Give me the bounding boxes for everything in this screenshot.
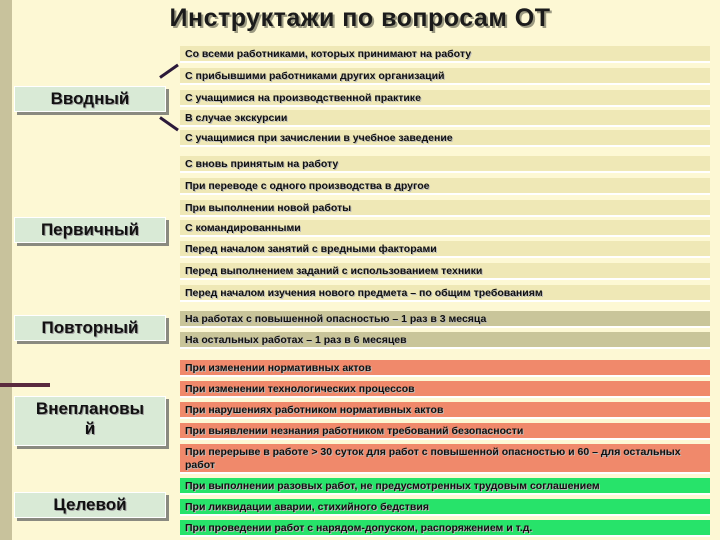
list-item: С командированными: [180, 220, 710, 237]
category-vneplanovy-label: Внеплановы й: [35, 399, 145, 438]
list-item: При перерыве в работе > 30 суток для работ с повышенной опасностью и 60 – для остальных работ: [180, 444, 710, 474]
list-item: При переводе с одного производства в другое: [180, 178, 710, 195]
category-vneplanovy: [14, 396, 166, 446]
list-item: С учащимися на производственной практике: [180, 90, 710, 107]
list-item: При нарушениях работником нормативных актов: [180, 402, 710, 419]
list-item: При ликвидации аварии, стихийного бедствия: [180, 499, 710, 516]
list-item: При выполнении разовых работ, не предусмотренных трудовым соглашением: [180, 478, 710, 495]
list-item: С прибывшими работниками других организаций: [180, 68, 710, 85]
category-povtorny: Повторный: [14, 315, 166, 341]
list-item: При проведении работ с нарядом-допуском, распоряжением и т.д.: [180, 520, 710, 537]
list-item: Перед выполнением заданий с использованием техники: [180, 263, 710, 280]
list-item: С учащимися при зачислении в учебное заведение: [180, 130, 710, 147]
connector-vvodny-top: [159, 64, 179, 79]
list-item: Со всеми работниками, которых принимают на работу: [180, 46, 710, 63]
connector-vvodny-bottom: [159, 116, 179, 131]
category-vvodny: Вводный: [14, 86, 166, 112]
list-item: В случае экскурсии: [180, 110, 710, 127]
category-pervichny: Первичный: [14, 217, 166, 243]
category-tselevoy: Целевой: [14, 492, 166, 518]
list-item: Перед началом изучения нового предмета – по общим требованиям: [180, 285, 710, 302]
list-item: На остальных работах – 1 раз в 6 месяцев: [180, 332, 710, 349]
list-item: С вновь принятым на работу: [180, 156, 710, 173]
left-decor-band: [0, 0, 12, 540]
list-item: Перед началом занятий с вредными факторами: [180, 241, 710, 258]
page-title: Инструктажи по вопросам ОТ: [169, 4, 551, 32]
list-item: При выявлении незнания работником требований безопасности: [180, 423, 710, 440]
list-item: При изменении технологических процессов: [180, 381, 710, 398]
left-decor-accent: [0, 383, 50, 387]
list-item: При изменении нормативных актов: [180, 360, 710, 377]
list-item: При выполнении новой работы: [180, 200, 710, 217]
list-item: На работах с повышенной опасностью – 1 раз в 3 месяца: [180, 311, 710, 328]
